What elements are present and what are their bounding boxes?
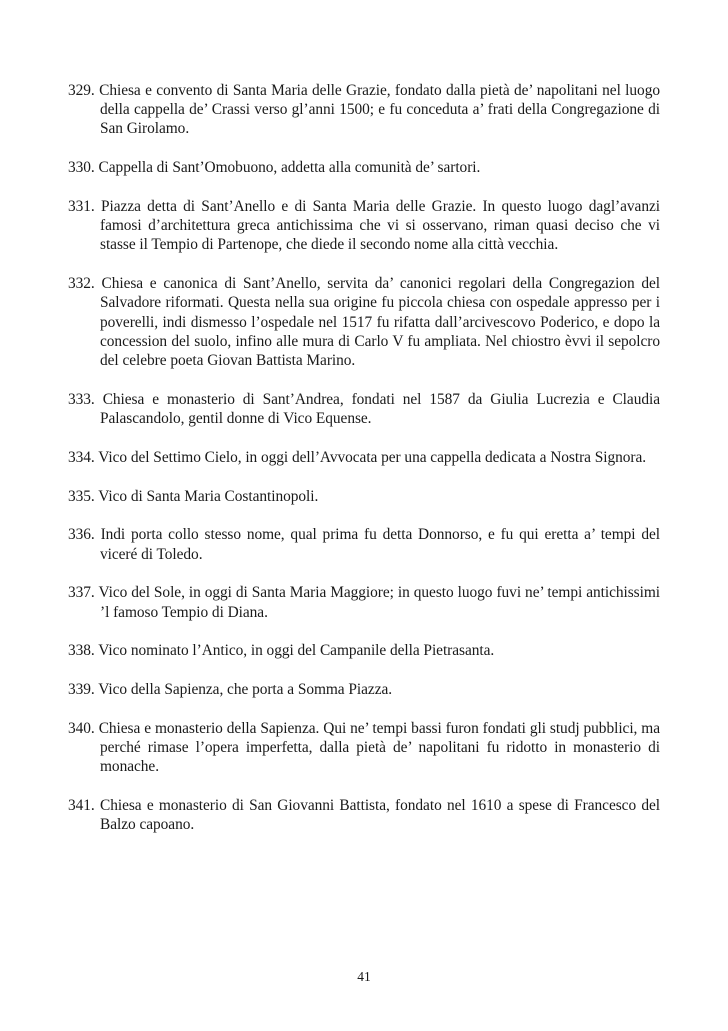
entry-number: 340. — [68, 720, 95, 737]
entry-text: Vico del Settimo Cielo, in oggi dell’Avvocata per una cappella dedicata a Nostra Signora. — [98, 448, 647, 466]
entry-text: Piazza detta di Sant’Anello e di Santa Maria delle Grazie. In questo luogo dagl’avanzi famosi d’architettura greca antichissima che vi si osservano, riman quasi deciso che vi stasse il Tempio di Partenope, che diede il secondo nome alla città vecchia. — [100, 198, 660, 254]
list-item-334 — [68, 448, 660, 467]
entry-text: Chiesa e monasterio di Sant’Andrea, fondati nel 1587 da Giulia Lucrezia e Claudia Palascandolo, gentil donne di Vico Equense. — [100, 390, 660, 428]
entry-number: 335. — [68, 487, 95, 505]
entry-number: 329. — [68, 82, 95, 99]
entry-text: Chiesa e canonica di Sant’Anello, servita da’ canonici regolari della Congregazion del Salvadore riformati. Questa nella sua origine fu piccola chiesa con ospedale appresso per i poverelli, indi dismesso l’ospedale nel 1517 fu rifatta dall’arcivescovo Poderico, e dopo la concession del suolo, infino alle mura di Carlo V fu ampliata. Nel chiostro èvvi il sepolcro del celebre poeta Giovan Battista Marino. — [100, 275, 660, 370]
entry-number: 341. — [68, 797, 95, 815]
entry-text: Vico di Santa Maria Costantinopoli. — [98, 487, 319, 505]
entry-number: 330. — [68, 159, 95, 177]
list-item-341 — [68, 796, 660, 834]
entry-text: Chiesa e monasterio di San Giovanni Battista, fondato nel 1610 a spese di Francesco del Balzo capoano. — [99, 797, 660, 834]
entry-number: 338. — [68, 642, 95, 660]
list-item-331 — [68, 197, 660, 255]
entry-text: Cappella di Sant’Omobuono, addetta alla comunità de’ sartori. — [98, 159, 481, 177]
list-item-336 — [68, 525, 660, 563]
list-item-337 — [68, 583, 660, 621]
entry-number: 332. — [68, 275, 95, 293]
page-number: 41 — [357, 969, 371, 984]
entry-number: 336. — [68, 526, 95, 544]
entry-text: Vico nominato l’Antico, in oggi del Campanile della Pietrasanta. — [98, 642, 495, 660]
list-item-333 — [68, 390, 660, 428]
entry-number: 331. — [68, 198, 95, 215]
list-item-338 — [68, 641, 660, 660]
entry-text: Chiesa e convento di Santa Maria delle Grazie, fondato dalla pietà de’ napolitani nel luogo della cappella de’ Crassi verso gl’anni 1500; e fu conceduta a’ frati della Congregazione di San Girolamo. — [99, 82, 660, 138]
entry-number: 337. — [68, 584, 95, 602]
entry-text: Indi porta collo stesso nome, qual prima fu detta Donnorso, e fu qui eretta a’ tempi del viceré di Toledo. — [100, 526, 660, 563]
list-item-332 — [68, 274, 660, 370]
entry-list — [68, 81, 660, 854]
list-item-335 — [68, 487, 660, 506]
entry-number: 339. — [68, 681, 95, 699]
list-item-340 — [68, 719, 660, 777]
entry-number: 333. — [68, 390, 95, 408]
entry-number: 334. — [68, 448, 95, 466]
list-item-330 — [68, 158, 660, 177]
list-item-339 — [68, 680, 660, 699]
entry-text: Vico della Sapienza, che porta a Somma Piazza. — [98, 681, 393, 699]
entry-text: Chiesa e monasterio della Sapienza. Qui ne’ tempi bassi furon fondati gli studj pubblici, ma perché rimase l’opera imperfetta, dalla pietà de’ napolitani fu ridotto in monasterio di monache. — [98, 720, 660, 776]
list-item-329 — [68, 81, 660, 139]
entry-text: Vico del Sole, in oggi di Santa Maria Maggiore; in questo luogo fuvi ne’ tempi antichissimi ’l famoso Tempio di Diana. — [98, 584, 660, 621]
